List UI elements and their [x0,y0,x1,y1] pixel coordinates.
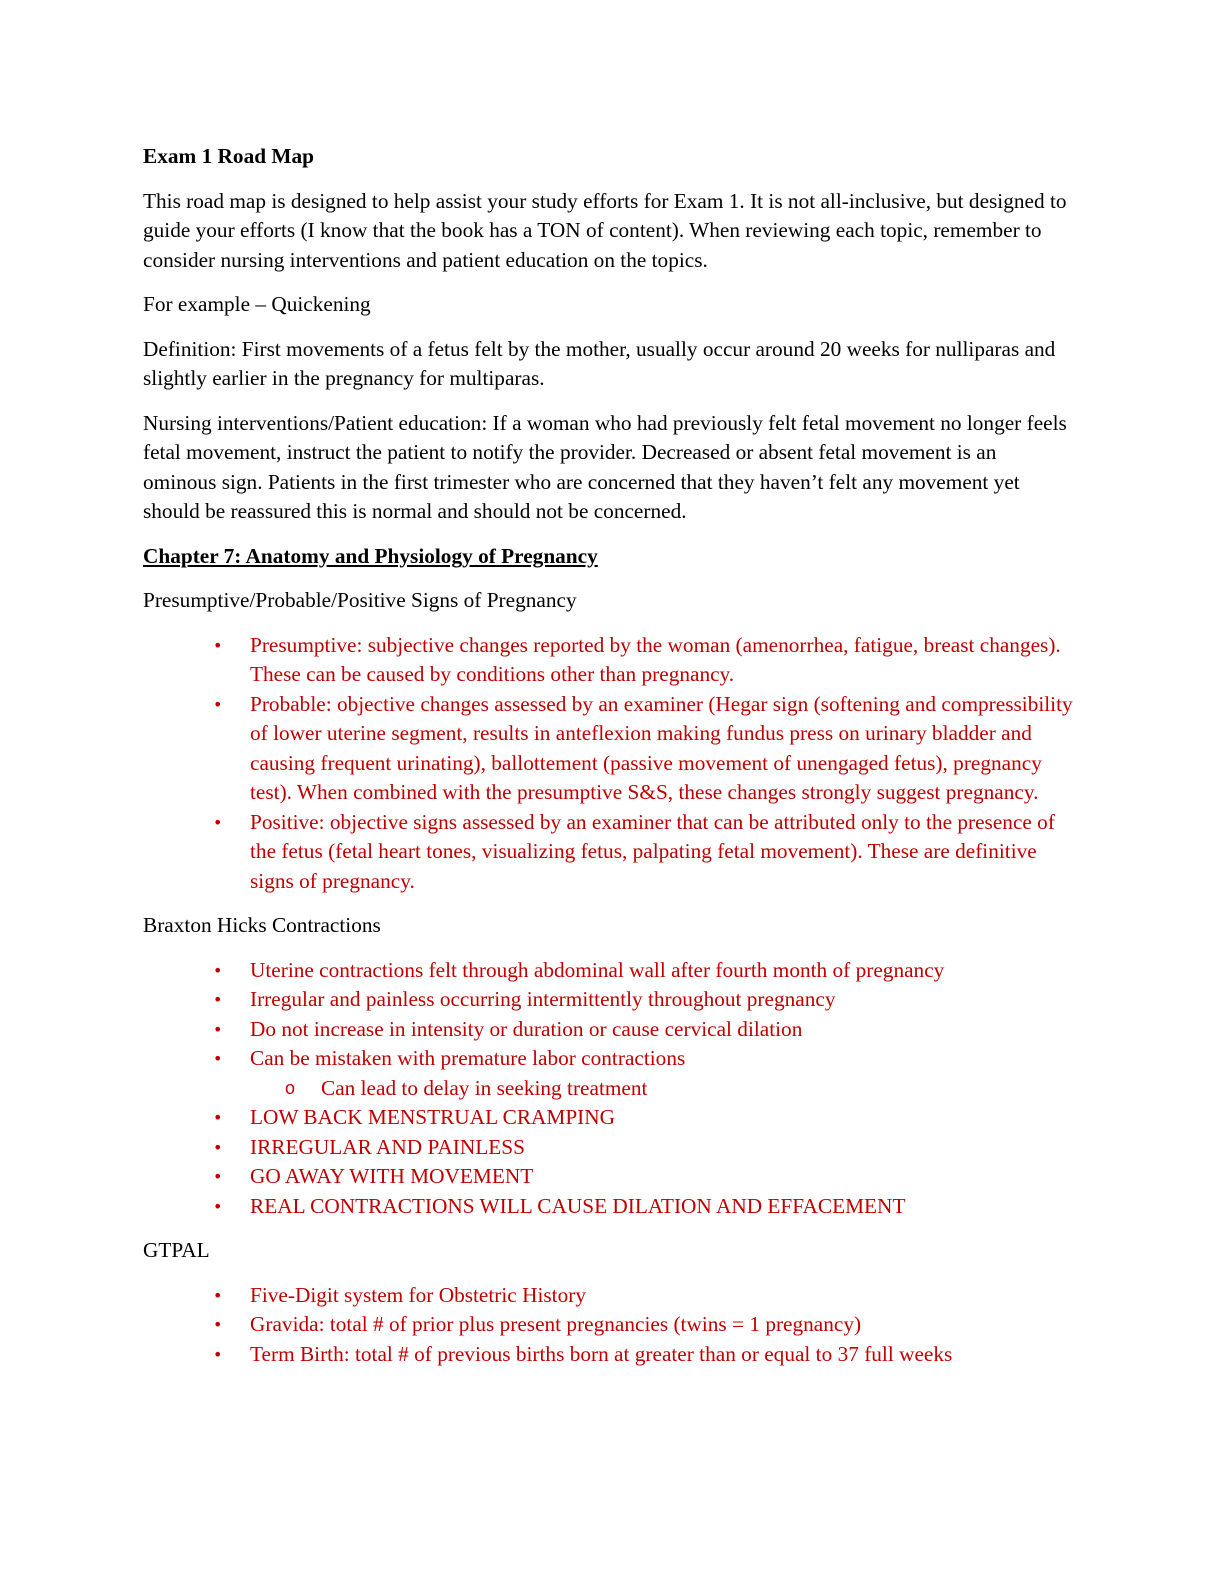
list-item [143,956,1073,986]
list-item-text: Gravida: total # of prior plus present pregnancies (twins = 1 pregnancy) [250,1312,862,1336]
bullet-icon: • [213,1108,223,1127]
gtpal-list [143,1281,1073,1370]
definition-paragraph: Definition: First movements of a fetus felt by the mother, usually occur around 20 weeks for nulliparas and slightly earlier in the pregnancy for multiparas. [143,336,1056,390]
list-item [143,1310,1073,1340]
list-item-text: Five-Digit system for Obstetric History [250,1282,586,1307]
list-item-text: Irregular and painless occurring intermittently throughout pregnancy [250,987,836,1011]
list-item-text: Can be mistaken with premature labor contractions [250,1046,686,1070]
list-item-text: Presumptive: subjective changes reported by the woman (amenorrhea, fatigue, breast changes). These can be caused by conditions other than pregnancy. [250,632,1061,686]
sub-bullet-icon: o [285,1077,296,1098]
list-item [143,1340,1073,1370]
bullet-icon: • [213,1019,223,1039]
list-item-text: IRREGULAR AND PAINLESS [250,1134,525,1159]
nursing-paragraph: Nursing interventions/Patient education: If a woman who had previously felt fetal movement no longer feels fetal movement, instruct the patient to notify the provider. Decreased or absent fetal movement is an ominous sign. Patients in the first trimester who are concerned that they haven’t felt any movement yet should be reassured this is normal and should not be concerned. [143,410,1067,523]
bullet-icon: • [213,960,223,980]
bullet-icon: • [213,1344,223,1364]
signs-list [143,631,1073,897]
chapter-heading: Chapter 7: Anatomy and Physiology of Pregnancy [143,543,598,568]
braxton-list [143,956,1073,1222]
section-heading-braxton: Braxton Hicks Contractions [143,913,381,937]
list-item [143,631,1073,690]
list-item [143,1162,1073,1192]
list-item-text: Term Birth: total # of previous births born at greater than or equal to 37 full weeks [250,1341,953,1366]
document-title: Exam 1 Road Map [143,144,314,168]
list-item-text: REAL CONTRACTIONS WILL CAUSE DILATION AND EFFACEMENT [250,1193,906,1218]
bullet-icon: • [213,1137,223,1157]
list-item-text: Positive: objective signs assessed by an examiner that can be attributed only to the presence of the fetus (fetal heart tones, visualizing fetus, palpating fetal movement). These are definitive signs of pregnancy. [250,809,1055,893]
list-item [143,1103,1073,1133]
section-heading-signs: Presumptive/Probable/Positive Signs of Pregnancy [143,588,577,612]
bullet-icon: • [213,635,223,655]
bullet-icon: • [213,1315,223,1334]
document-page [143,142,1073,1384]
list-item [143,690,1073,808]
sub-list-item-text: Can lead to delay in seeking treatment [321,1075,648,1100]
bullet-icon: • [213,1196,223,1216]
sub-list-item [143,1074,1073,1104]
list-item-text: Do not increase in intensity or duration or cause cervical dilation [250,1016,803,1041]
list-item-text: LOW BACK MENSTRUAL CRAMPING [250,1105,616,1129]
list-item [143,1015,1073,1045]
bullet-icon: • [213,1285,223,1305]
bullet-icon: • [213,990,223,1009]
list-item [143,1281,1073,1311]
list-item-text: Uterine contractions felt through abdominal wall after fourth month of pregnancy [250,957,945,982]
bullet-icon: • [213,812,223,832]
list-item [143,1044,1073,1074]
example-heading: For example – Quickening [143,292,371,316]
section-heading-gtpal: GTPAL [143,1238,210,1262]
list-item-text: Probable: objective changes assessed by an examiner (Hegar sign (softening and compressibility of lower uterine segment, results in anteflexion making fundus press on urinary bladder and causing frequent urinating), ballottement (passive movement of unengaged fetus), pregnancy test). When combined with the presumptive S&S, these changes strongly suggest pregnancy. [250,691,1073,804]
intro-paragraph: This road map is designed to help assist your study efforts for Exam 1. It is not all-inclusive, but designed to guide your efforts (I know that the book has a TON of content). When reviewing each topic, remember to consider nursing interventions and patient education on the topics. [143,188,1067,272]
bullet-icon: • [213,1049,223,1068]
list-item [143,1133,1073,1163]
bullet-icon: • [213,694,223,714]
bullet-icon: • [213,1167,223,1186]
list-item [143,985,1073,1015]
list-item [143,1192,1073,1222]
list-item [143,808,1073,897]
list-item-text: GO AWAY WITH MOVEMENT [250,1164,534,1188]
